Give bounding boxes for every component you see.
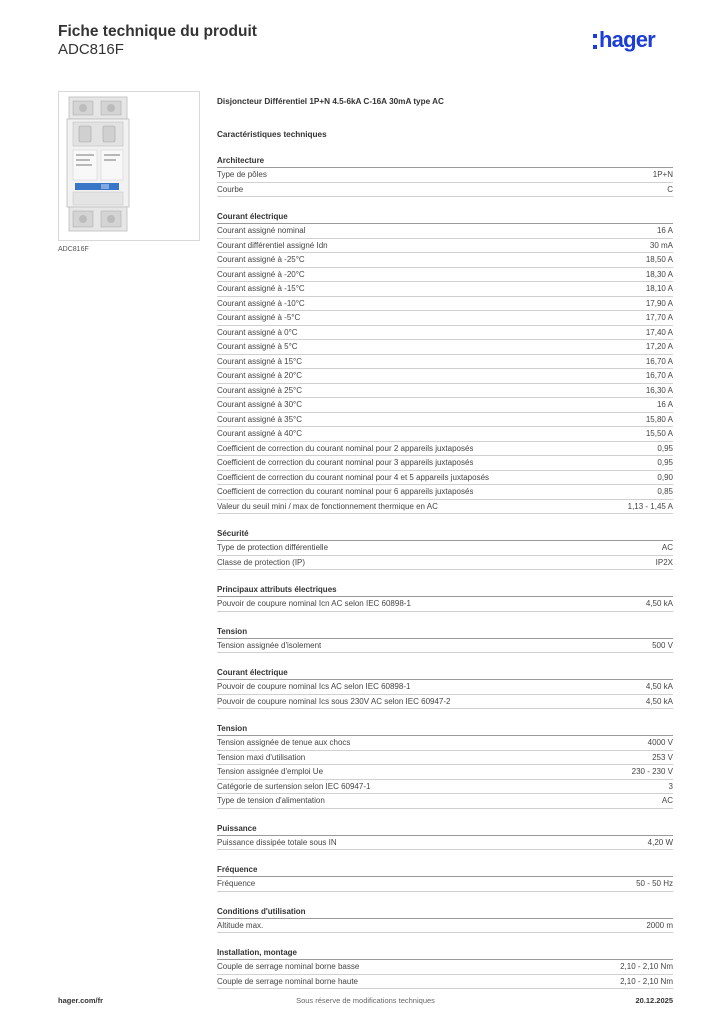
- spec-value: 15,80 A: [645, 414, 673, 424]
- spec-row: [217, 253, 673, 268]
- spec-row: [217, 680, 673, 695]
- spec-sections: [217, 155, 673, 989]
- spec-label: Courant assigné à -20°C: [217, 269, 305, 279]
- spec-row: [217, 541, 673, 556]
- spec-label: Couple de serrage nominal borne haute: [217, 976, 358, 986]
- spec-row: [217, 919, 673, 934]
- spec-value: 500 V: [652, 640, 673, 650]
- spec-label: Puissance dissipée totale sous IN: [217, 837, 337, 847]
- spec-value: 0,95: [657, 458, 673, 467]
- page-footer: [58, 996, 673, 1008]
- spec-label: Valeur du seuil mini / max de fonctionnement thermique en AC: [217, 501, 438, 511]
- spec-row: [217, 340, 673, 355]
- spec-value: 50 - 50 Hz: [636, 879, 673, 888]
- spec-label: Classe de protection (IP): [217, 557, 306, 567]
- spec-label: Fréquence: [217, 879, 256, 888]
- product-image: [58, 91, 200, 241]
- footer-website[interactable]: hager.com/fr: [58, 996, 104, 1005]
- spec-label: Courant assigné à 0°C: [217, 327, 298, 337]
- spec-value: 18,10 A: [645, 284, 673, 293]
- spec-row: [217, 471, 673, 486]
- spec-value: 16,70 A: [645, 371, 673, 380]
- spec-label: Courant assigné à 25°C: [217, 385, 303, 395]
- footer-date: 20.12.2025: [635, 996, 673, 1005]
- spec-value: 18,50 A: [645, 255, 673, 264]
- product-image-caption: ADC816F: [58, 246, 89, 253]
- spec-row: [217, 751, 673, 766]
- logo-text: hager: [599, 27, 655, 52]
- spec-row: [217, 780, 673, 795]
- spec-label: Tension assignée d'isolement: [217, 640, 322, 650]
- section-title: Fréquence: [217, 864, 673, 877]
- spec-row: [217, 836, 673, 851]
- spec-row: [217, 877, 673, 892]
- logo-colon-icon: [593, 34, 597, 49]
- spec-label: Coefficient de correction du courant nominal pour 3 appareils juxtaposés: [217, 458, 474, 467]
- spec-label: Courant assigné à 30°C: [217, 400, 303, 409]
- spec-label: Courant assigné à 40°C: [217, 429, 303, 438]
- spec-label: Catégorie de surtension selon IEC 60947-1: [217, 781, 371, 791]
- spec-content: [217, 96, 673, 989]
- spec-row: [217, 500, 673, 515]
- spec-value: 2000 m: [646, 920, 673, 930]
- spec-label: Type de tension d'alimentation: [217, 796, 325, 805]
- spec-value: AC: [661, 796, 673, 805]
- section-title: Installation, montage: [217, 947, 673, 960]
- spec-value: 0,95: [657, 443, 673, 453]
- spec-label: Couple de serrage nominal borne basse: [217, 962, 360, 971]
- spec-label: Coefficient de correction du courant nominal pour 6 appareils juxtaposés: [217, 487, 474, 496]
- spec-value: 16,30 A: [645, 385, 673, 395]
- spec-label: Pouvoir de coupure nominal Ics sous 230V AC selon IEC 60947-2: [217, 696, 451, 706]
- spec-row: [217, 442, 673, 457]
- spec-row: [217, 794, 673, 809]
- spec-row: [217, 556, 673, 571]
- spec-value: 16 A: [656, 226, 673, 235]
- spec-value: 4,50 kA: [645, 682, 673, 691]
- page-header: [58, 22, 257, 59]
- product-reference: ADC816F: [58, 41, 124, 58]
- spec-row: [217, 282, 673, 297]
- spec-row: [217, 297, 673, 312]
- spec-value: 17,90 A: [645, 298, 673, 308]
- spec-value: 2,10 - 2,10 Nm: [620, 962, 673, 971]
- spec-row: [217, 311, 673, 326]
- document-title: Fiche technique du produit: [58, 23, 257, 40]
- spec-label: Courant assigné à 20°C: [217, 371, 303, 380]
- spec-label: Courant assigné à -5°C: [217, 313, 301, 322]
- spec-label: Coefficient de correction du courant nominal pour 2 appareils juxtaposés: [217, 443, 474, 453]
- spec-label: Pouvoir de coupure nominal Ics AC selon IEC 60898-1: [217, 682, 411, 691]
- spec-label: Courant assigné à -15°C: [217, 284, 305, 293]
- spec-label: Courant assigné nominal: [217, 226, 306, 235]
- spec-label: Courant assigné à 5°C: [217, 342, 298, 351]
- spec-row: [217, 183, 673, 198]
- spec-value: 0,85: [657, 487, 673, 496]
- spec-label: Tension maxi d'utilisation: [217, 752, 306, 762]
- spec-value: C: [667, 184, 673, 194]
- spec-label: Tension assignée de tenue aux chocs: [217, 738, 351, 747]
- spec-value: 253 V: [652, 752, 673, 762]
- section-title: Tension: [217, 723, 673, 736]
- spec-row: [217, 224, 673, 239]
- spec-value: 16,70 A: [645, 356, 673, 366]
- spec-row: [217, 695, 673, 710]
- spec-label: Courant assigné à 35°C: [217, 414, 303, 424]
- spec-label: Courbe: [217, 184, 244, 194]
- section-title: Courant électrique: [217, 211, 673, 224]
- spec-row: [217, 326, 673, 341]
- hager-logo: [593, 28, 655, 52]
- spec-label: Altitude max.: [217, 920, 264, 930]
- product-description: Disjoncteur Différentiel 1P+N 4.5-6kA C-16A 30mA type AC: [217, 97, 444, 106]
- section-title: Architecture: [217, 155, 673, 168]
- spec-value: 4000 V: [647, 738, 673, 747]
- spec-value: AC: [661, 543, 673, 552]
- spec-value: 230 - 230 V: [631, 767, 673, 776]
- spec-value: 17,20 A: [645, 342, 673, 351]
- spec-label: Courant assigné à -10°C: [217, 298, 305, 308]
- spec-value: 2,10 - 2,10 Nm: [620, 976, 673, 986]
- spec-row: [217, 639, 673, 654]
- spec-value: 4,50 kA: [645, 696, 673, 706]
- spec-label: Courant assigné à 15°C: [217, 356, 303, 366]
- spec-row: [217, 456, 673, 471]
- spec-row: [217, 765, 673, 780]
- spec-label: Pouvoir de coupure nominal Icn AC selon IEC 60898-1: [217, 599, 411, 608]
- spec-row: [217, 597, 673, 612]
- spec-row: [217, 268, 673, 283]
- spec-value: 16 A: [656, 400, 673, 409]
- spec-value: 0,90: [657, 472, 673, 482]
- spec-value: 15,50 A: [645, 429, 673, 438]
- spec-label: Type de protection différentielle: [217, 543, 329, 552]
- circuit-breaker-illustration: [59, 92, 199, 240]
- spec-row: [217, 239, 673, 254]
- spec-label: Coefficient de correction du courant nominal pour 4 et 5 appareils juxtaposés: [217, 472, 490, 482]
- spec-row: [217, 485, 673, 500]
- spec-value: 30 mA: [649, 240, 673, 250]
- spec-value: 17,70 A: [645, 313, 673, 322]
- spec-value: 4,20 W: [647, 837, 673, 847]
- specs-heading: Caractéristiques techniques: [217, 130, 327, 139]
- spec-row: [217, 384, 673, 399]
- spec-row: [217, 168, 673, 183]
- spec-value: 17,40 A: [645, 327, 673, 337]
- spec-value: 4,50 kA: [645, 599, 673, 608]
- spec-value: 3: [668, 781, 673, 791]
- spec-row: [217, 736, 673, 751]
- spec-value: 18,30 A: [645, 269, 673, 279]
- spec-row: [217, 369, 673, 384]
- spec-row: [217, 427, 673, 442]
- spec-label: Type de pôles: [217, 170, 267, 179]
- spec-row: [217, 975, 673, 990]
- footer-disclaimer: Sous réserve de modifications techniques: [296, 996, 435, 1005]
- spec-row: [217, 355, 673, 370]
- section-title: Tension: [217, 626, 673, 639]
- section-title: Puissance: [217, 823, 673, 836]
- spec-value: 1,13 - 1,45 A: [627, 501, 673, 511]
- spec-row: [217, 960, 673, 975]
- section-title: Courant électrique: [217, 667, 673, 680]
- spec-label: Courant différentiel assigné Idn: [217, 240, 328, 250]
- spec-value: IP2X: [655, 557, 673, 567]
- spec-row: [217, 398, 673, 413]
- section-title: Sécurité: [217, 528, 673, 541]
- section-title: Conditions d'utilisation: [217, 906, 673, 919]
- spec-value: 1P+N: [652, 170, 673, 179]
- section-title: Principaux attributs électriques: [217, 584, 673, 597]
- spec-label: Tension assignée d'emploi Ue: [217, 767, 324, 776]
- spec-row: [217, 413, 673, 428]
- spec-label: Courant assigné à -25°C: [217, 255, 305, 264]
